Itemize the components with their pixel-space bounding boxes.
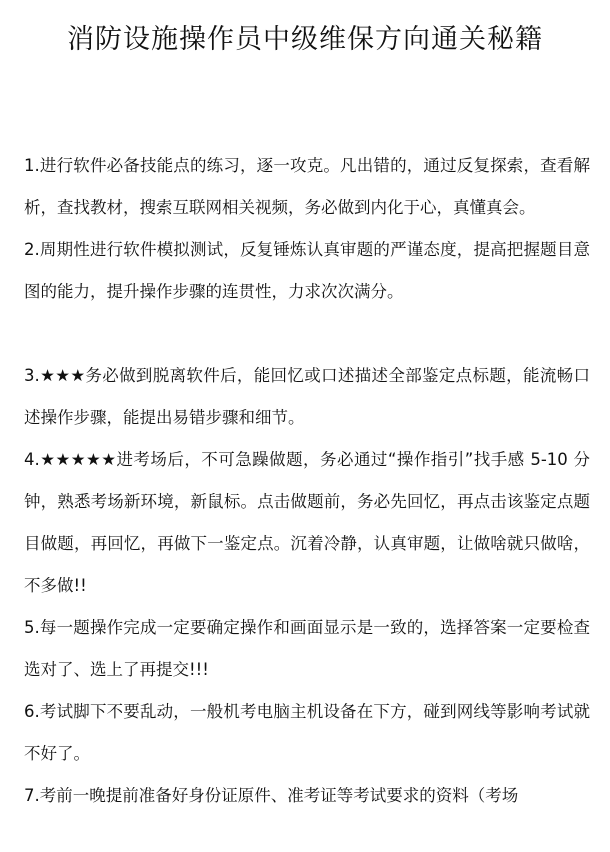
paragraph-2: 2.周期性进行软件模拟测试，反复锤炼认真审题的严谨态度，提高把握题目意图的能力，提升操作步骤的连贯性，力求次次满分。 xyxy=(24,240,590,301)
paragraph-7: 7.考前一晚提前准备好身份证原件、准考证等考试要求的资料（考场 xyxy=(24,786,519,805)
document-title: 消防设施操作员中级维保方向通关秘籍 xyxy=(67,24,543,55)
paragraph-6: 6.考试脚下不要乱动，一般机考电脑主机设备在下方，碰到网线等影响考试就不好了。 xyxy=(24,702,590,763)
paragraph-1: 1.进行软件必备技能点的练习，逐一攻克。凡出错的，通过反复探索，查看解析，查找教材，搜索互联网相关视频，务必做到内化于心，真懂真会。 xyxy=(24,156,590,217)
paragraph-4: 4.★★★★★进考场后，不可急躁做题，务必通过“操作指引”找手感 5-10 分钟，熟悉考场新环境，新鼠标。点击做题前，务必先回忆，再点击该鉴定点题目做题，再回忆，再做下一鉴定点。沉着冷静，认真审题，让做啥就只做啥，不多做!! xyxy=(24,450,590,595)
document-body xyxy=(24,145,590,817)
paragraph-5: 5.每一题操作完成一定要确定操作和画面显示是一致的，选择答案一定要检查选对了、选上了再提交!!! xyxy=(24,618,590,679)
paragraph-3: 3.★★★务必做到脱离软件后，能回忆或口述描述全部鉴定点标题，能流畅口述操作步骤，能提出易错步骤和细节。 xyxy=(24,366,590,427)
